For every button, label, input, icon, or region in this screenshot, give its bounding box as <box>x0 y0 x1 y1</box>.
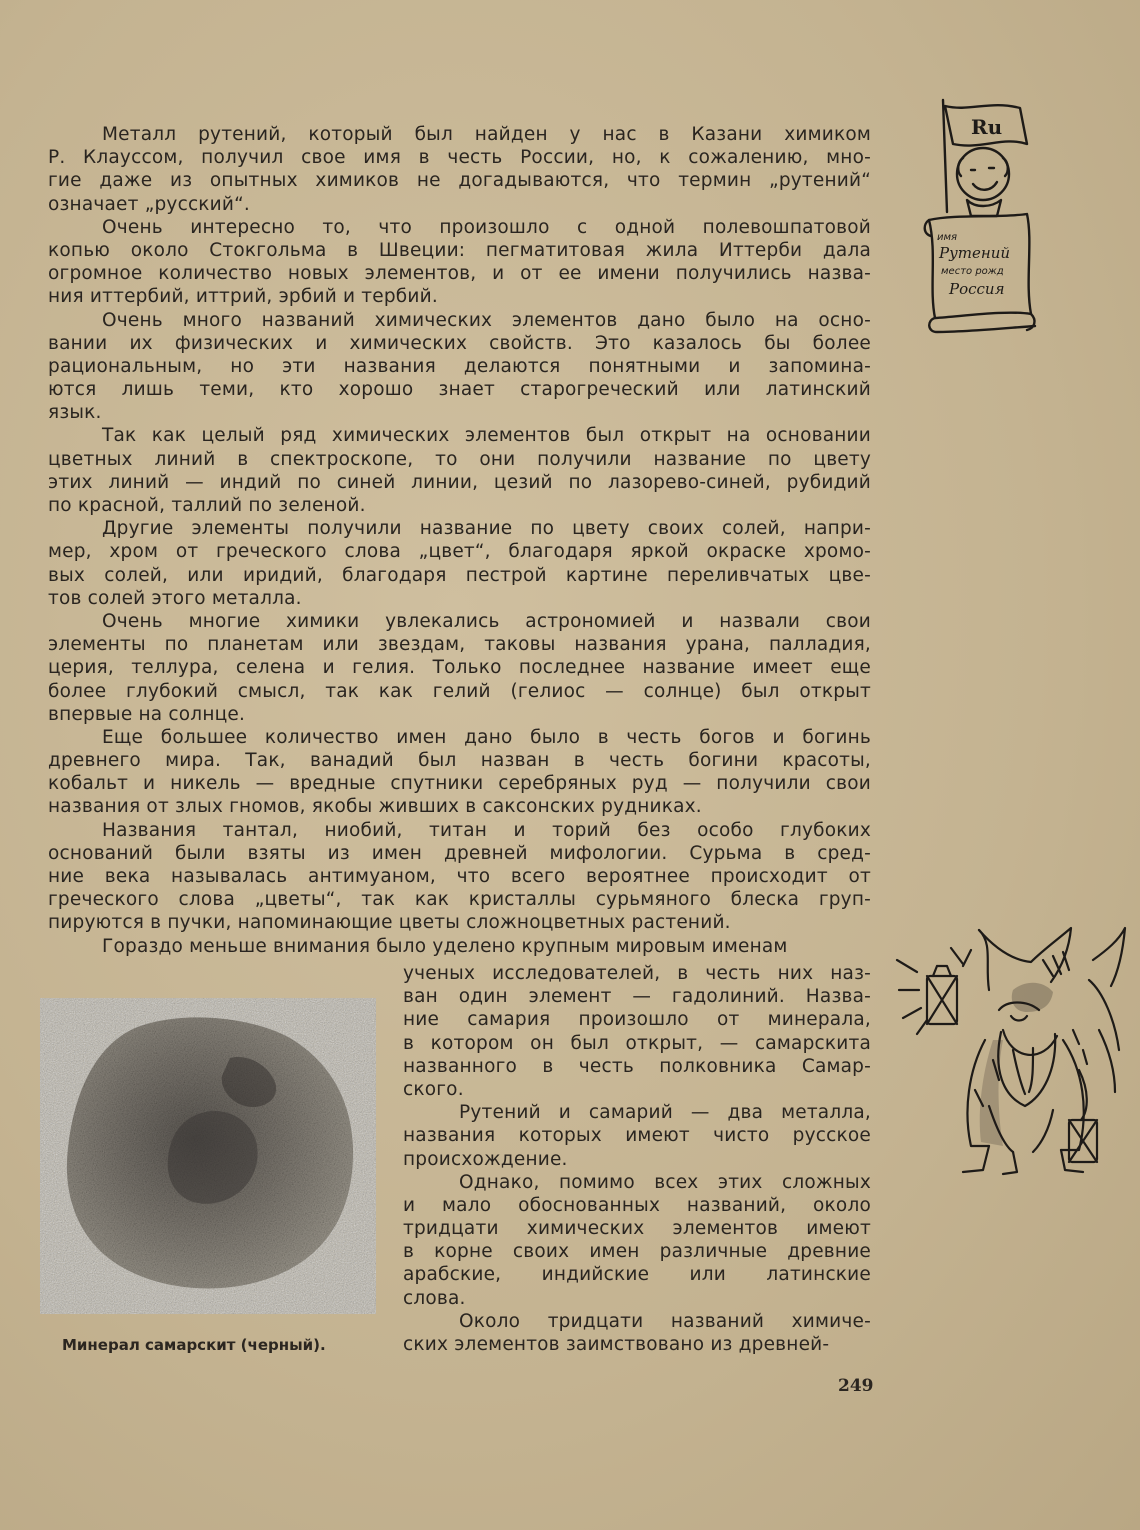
text-line: кобальт и никель — вредные спутники серебряных руд — получили свои <box>48 773 871 795</box>
text-line: мер, хром от греческого слова „цвет“, благодаря яркой окраске хромо- <box>48 541 871 563</box>
text-line: ние века называлась антимуаном, что всего вероятнее происходит от <box>48 866 871 887</box>
text-line: тридцати химических элементов имеют <box>403 1218 871 1240</box>
text-line: этих линий — индий по синей линии, цезий по лазорево-синей, рубидий <box>48 471 871 493</box>
text-line: Однако, помимо всех этих сложных <box>459 1171 871 1193</box>
text-line: Так как целый ряд химических элементов был открыт на основании <box>102 425 871 447</box>
text-line: древнего мира. Так, ванадий был назван в честь богини красоты, <box>48 750 871 772</box>
flag-text: Ru <box>971 115 1003 139</box>
text-line: Около тридцати названий химиче- <box>459 1310 871 1332</box>
text-line: ются лишь теми, кто хорошо знает старогреческий или латинский <box>48 379 871 401</box>
text-line: язык. <box>48 402 102 424</box>
text-line: тов солей этого металла. <box>48 587 302 609</box>
scroll-line-4: Россия <box>949 280 1005 298</box>
text-line: и мало обоснованных названий, около <box>403 1194 871 1216</box>
text-line: слова. <box>403 1287 466 1309</box>
ruthenium-character-illustration <box>915 92 1055 344</box>
text-line: Металл рутений, который был найден у нас в Казани химиком <box>102 124 871 145</box>
text-line: вании их физических и химических свойств. Это казалось бы более <box>48 332 871 354</box>
text-line: ученых исследователей, в честь них наз- <box>403 963 871 984</box>
text-line: Другие элементы получили название по цвету своих солей, напри- <box>102 518 871 540</box>
text-line: ние самария произошло от минерала, <box>403 1009 871 1031</box>
text-line: Еще большее количество имен дано было в честь богов и богинь <box>102 726 871 748</box>
text-line: по красной, таллий по зеленой. <box>48 495 366 516</box>
text-line: ского. <box>403 1078 464 1100</box>
page-number: 249 <box>838 1376 874 1396</box>
scroll-line-3: место рожд <box>941 266 1004 277</box>
text-line: копью около Стокгольма в Швеции: пегматитовая жила Иттерби дала <box>48 239 871 261</box>
samarskite-photo <box>40 998 376 1314</box>
text-line: ван один элемент — гадолиний. Назва- <box>403 986 871 1008</box>
text-line: Очень много названий химических элементов дано было на осно- <box>102 309 871 331</box>
text-line: арабские, индийские или латинские <box>403 1264 871 1286</box>
text-line: впервые на солнце. <box>48 703 246 725</box>
text-line: Названия тантал, ниобий, титан и торий без особо глубоких <box>102 819 871 841</box>
text-line: греческого слова „цветы“, так как кристаллы сурьмяного блеска груп- <box>48 889 871 911</box>
text-line: ских элементов заимствовано из древней- <box>403 1334 830 1355</box>
gnomes-illustration <box>893 920 1128 1182</box>
text-line: в котором он был открыт, — самарскита <box>403 1032 871 1054</box>
text-line: пируются в пучки, напоминающие цветы сложноцветных растений. <box>48 912 731 934</box>
scroll-line-2: Рутений <box>939 244 1011 262</box>
photo-caption: Минерал самарскит (черный). <box>62 1336 326 1354</box>
text-line: более глубокий смысл, так как гелий (гелиос — солнце) был открыт <box>48 680 871 702</box>
text-line: гие даже из опытных химиков не догадываются, что термин „рутений“ <box>48 170 871 192</box>
text-line: в корне своих имен различные древние <box>403 1241 871 1263</box>
text-line: элементы по планетам или звездам, таковы названия урана, палладия, <box>48 634 871 656</box>
text-line: рациональным, но эти названия делаются понятными и запомина- <box>48 355 871 377</box>
text-line: вых солей, или иридий, благодаря пестрой картине переливчатых цве- <box>48 564 871 586</box>
text-line: цветных линий в спектроскопе, то они получили название по цвету <box>48 448 871 470</box>
scroll-line-1: имя <box>937 232 958 243</box>
text-line: Очень многие химики увлекались астрономией и назвали свои <box>102 610 871 632</box>
body-text <box>48 123 871 958</box>
text-line: названия которых имеют чисто русское <box>403 1125 871 1147</box>
text-line: ния иттербий, иттрий, эрбий и тербий. <box>48 286 438 308</box>
text-line: Гораздо меньше внимания было уделено крупным мировым именам <box>102 935 788 957</box>
text-line: церия, теллура, селена и гелия. Только последнее название имеет еще <box>48 657 871 679</box>
column-text <box>403 962 871 1356</box>
text-line: оснований были взяты из имен древней мифологии. Сурьма в сред- <box>48 842 871 864</box>
text-line: Очень интересно то, что произошло с одной полевошпатовой <box>102 216 871 238</box>
text-line: названного в честь полковника Самар- <box>403 1055 871 1077</box>
text-line: означает „русский“. <box>48 193 250 215</box>
text-line: Р. Клауссом, получил свое имя в честь России, но, к сожалению, мно- <box>48 147 871 169</box>
text-line: Рутений и самарий — два металла, <box>459 1102 871 1124</box>
text-line: названия от злых гномов, якобы живших в саксонских рудниках. <box>48 796 702 818</box>
text-line: происхождение. <box>403 1148 568 1170</box>
text-line: огромное количество новых элементов, и от ее имени получились назва- <box>48 263 871 285</box>
